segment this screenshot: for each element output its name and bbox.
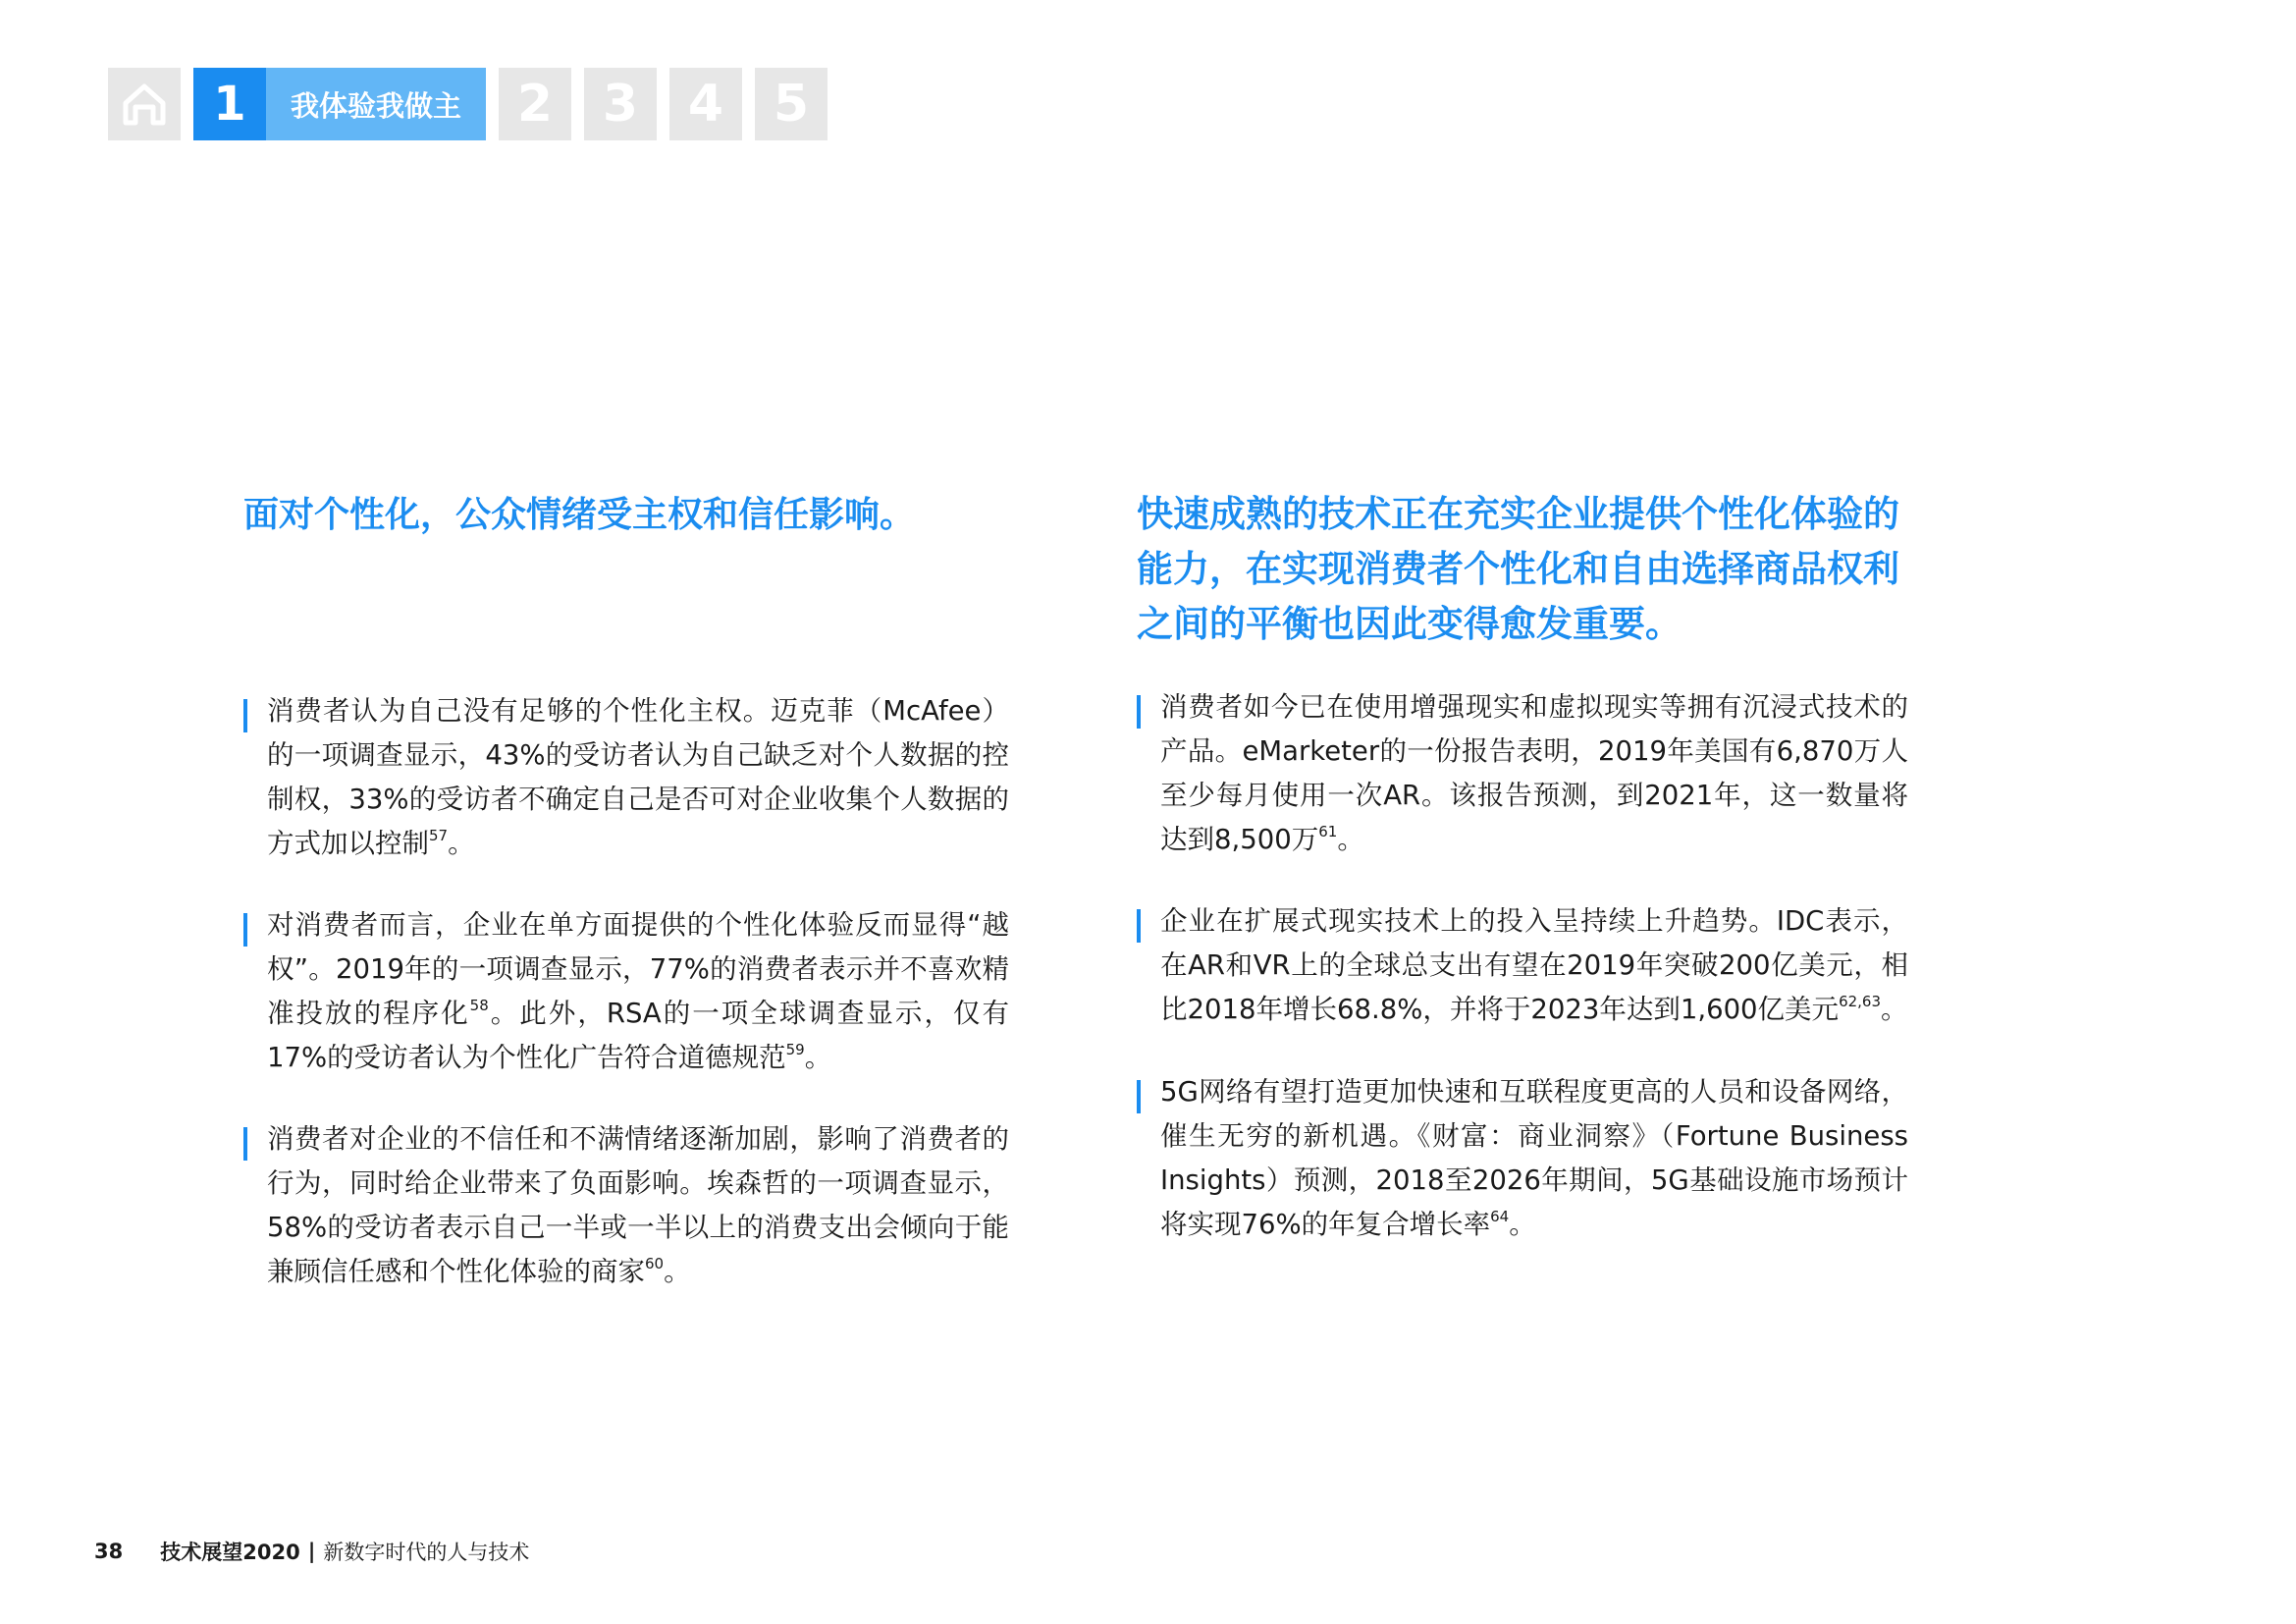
paragraph-end: 。 <box>664 1256 691 1287</box>
paragraph-end: 。 <box>804 1042 832 1073</box>
footnote-ref: 59 <box>785 1041 805 1058</box>
paragraph-marker <box>1137 909 1141 943</box>
chapter-2-tab[interactable]: 2 <box>499 68 571 140</box>
footnote-ref: 62,63 <box>1839 993 1882 1010</box>
footnote-ref: 57 <box>429 827 449 844</box>
paragraph-text: 5G网络有望打造更加快速和互联程度更高的人员和设备网络，催生无穷的新机遇。《财富：商业洞察》（Fortune Business Insights）预测，2018至2026年期间，5G基础设施市场预计将实现76%的年复合增长率 <box>1160 1076 1908 1240</box>
chapter-navigation <box>108 68 828 140</box>
right-paragraph-3 <box>1137 1070 1908 1247</box>
paragraph-text: 消费者对企业的不信任和不满情绪逐渐加剧，影响了消费者的行为，同时给企业带来了负面影响。埃森哲的一项调查显示，58%的受访者表示自己一半或一半以上的消费支出会倾向于能兼顾信任感和个性化体验的商家 <box>267 1123 1009 1287</box>
footnote-ref: 58 <box>469 997 489 1014</box>
paragraph-end: 。 <box>448 828 475 859</box>
footnote-ref: 64 <box>1490 1208 1510 1225</box>
report-title: 技术展望2020 <box>160 1541 300 1564</box>
left-paragraph-2 <box>243 903 1009 1080</box>
paragraph-text: 对消费者而言，企业在单方面提供的个性化体验反而显得“越权”。2019年的一项调查显示，77%的消费者表示并不喜欢精准投放的程序化 <box>267 909 1009 1029</box>
right-paragraph-2 <box>1137 899 1908 1032</box>
paragraph-text: 消费者认为自己没有足够的个性化主权。迈克菲（McAfee）的一项调查显示，43%的受访者认为自己缺乏对个人数据的控制权，33%的受访者不确定自己是否可对企业收集个人数据的方式加以控制 <box>267 695 1009 859</box>
footnote-ref: 60 <box>645 1255 665 1272</box>
paragraph-end: 。 <box>1337 824 1364 855</box>
right-paragraph-1 <box>1137 685 1908 862</box>
left-heading: 面对个性化，公众情绪受主权和信任影响。 <box>243 495 916 535</box>
paragraph-text: 消费者如今已在使用增强现实和虚拟现实等拥有沉浸式技术的产品。eMarketer的一份报告表明，2019年美国有6,870万人至少每月使用一次AR。该报告预测，到2021年，这一数量将达到8,500万 <box>1160 691 1908 855</box>
right-heading: 快速成熟的技术正在充实企业提供个性化体验的能力，在实现消费者个性化和自由选择商品权利之间的平衡也因此变得愈发重要。 <box>1137 493 1899 645</box>
page-footer <box>94 1537 529 1566</box>
left-paragraph-3 <box>243 1117 1009 1294</box>
home-icon <box>122 81 167 127</box>
chapter-4-tab[interactable]: 4 <box>669 68 742 140</box>
chapter-3-tab[interactable]: 3 <box>584 68 657 140</box>
paragraph-marker <box>243 1127 247 1161</box>
footnote-ref: 61 <box>1318 823 1338 840</box>
chapter-1-tab[interactable] <box>193 68 486 140</box>
paragraph-end: 。 <box>1881 994 1908 1025</box>
paragraph-marker <box>1137 695 1141 729</box>
paragraph-marker <box>243 913 247 947</box>
chapter-5-tab[interactable]: 5 <box>755 68 828 140</box>
paragraph-text-continued: 。此外，RSA的一项全球调查显示，仅有17%的受访者认为个性化广告符合道德规范 <box>267 998 1009 1073</box>
chapter-number: 1 <box>193 68 266 140</box>
paragraph-end: 。 <box>1509 1209 1536 1240</box>
left-paragraph-1 <box>243 689 1009 866</box>
footer-separator: | <box>307 1540 316 1563</box>
paragraph-marker <box>1137 1080 1141 1113</box>
paragraph-text: 企业在扩展式现实技术上的投入呈持续上升趋势。IDC表示，在AR和VR上的全球总支出有望在2019年突破200亿美元，相比2018年增长68.8%，并将于2023年达到1,600亿美元 <box>1160 905 1908 1025</box>
chapter-title: 我体验我做主 <box>266 68 486 140</box>
page-number: 38 <box>94 1540 124 1563</box>
home-button[interactable] <box>108 68 181 140</box>
report-subtitle: 新数字时代的人与技术 <box>323 1541 530 1564</box>
paragraph-marker <box>243 699 247 732</box>
